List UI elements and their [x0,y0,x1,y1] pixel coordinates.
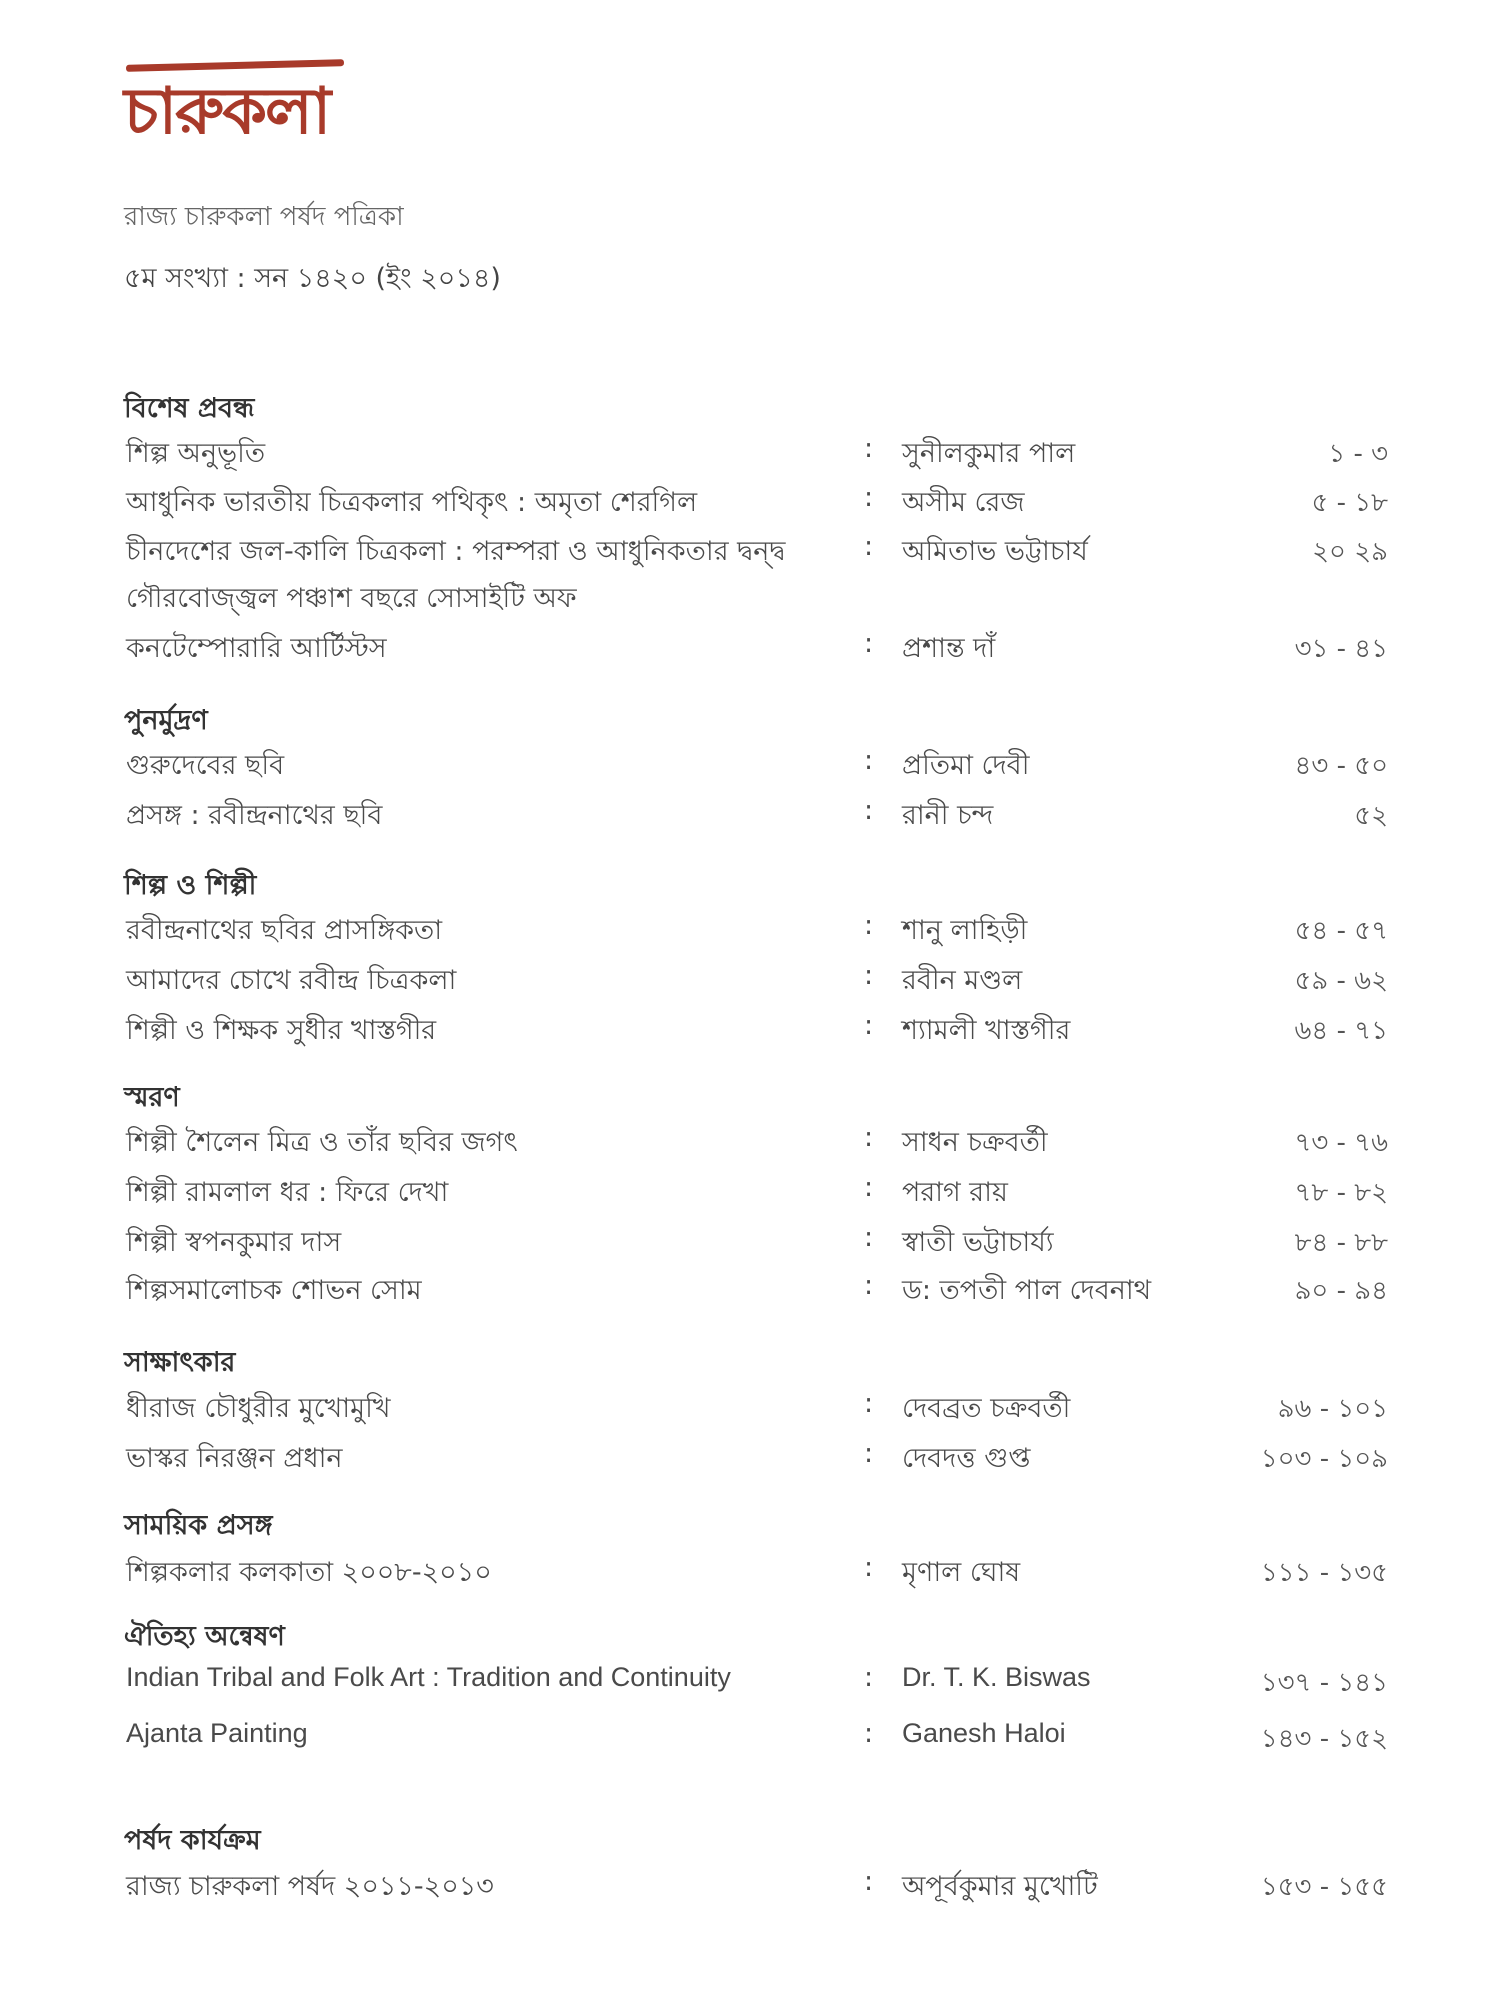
entry-author: Dr. T. K. Biswas [902,1662,1091,1692]
toc-entry [0,795,1500,839]
entry-title: শিল্পী স্বপনকুমার দাস [126,1227,342,1258]
entry-author: শানু লাহিড়ী [902,915,1028,946]
entry-pages: ১৫৩ - ১৫৫ [1260,1872,1388,1902]
entry-title: ধীরাজ চৌধুরীর মুখোমুখি [126,1393,391,1424]
toc-entry [0,745,1500,789]
toc-entry [0,1662,1500,1706]
entry-separator: : [864,1438,874,1469]
entry-title: ভাস্কর নিরঞ্জন প্রধান [126,1443,343,1474]
entry-title: আধুনিক ভারতীয় চিত্রকলার পথিকৃৎ : অমৃতা শেরগিল [126,487,698,518]
entry-title: শিল্পী শৈলেন মিত্র ও তাঁর ছবির জগৎ [126,1127,518,1158]
entry-separator: : [864,531,874,562]
entry-separator: : [864,1122,874,1153]
entry-title: শিল্পী রামলাল ধর : ফিরে দেখা [126,1177,449,1208]
entry-author: দেবব্রত চক্রবর্তী [902,1393,1071,1424]
entry-author: প্রতিমা দেবী [902,750,1030,781]
entry-separator: : [864,795,874,826]
issue-line: ৫ম সংখ্যা : সন ১৪২০ (ইং ২০১৪) [124,263,501,294]
entry-title: গুরুদেবের ছবি [126,750,285,781]
section-heading: পুনর্মুদ্রণ [124,705,208,736]
entry-author: রানী চন্দ [902,800,994,831]
entry-pages: ১৪৩ - ১৫২ [1260,1724,1388,1754]
section-heading: সাক্ষাৎকার [124,1347,236,1378]
entry-separator: : [864,1662,874,1693]
toc-entry [0,1222,1500,1266]
entry-separator: : [864,1552,874,1583]
entry-author: সুনীলকুমার পাল [902,438,1076,469]
entry-title: প্রসঙ্গ : রবীন্দ্রনাথের ছবি [126,800,383,831]
entry-separator: : [864,1172,874,1203]
entry-pages: ৫৯ - ৬২ [1294,966,1388,996]
section-heading: ঐতিহ্য অন্বেষণ [124,1621,285,1652]
entry-separator: : [864,960,874,991]
entry-title: শিল্প অনুভূতি [126,438,266,469]
entry-title: গৌরবোজ্জ্বল পঞ্চাশ বছরে সোসাইটি অফ [126,583,577,614]
entry-pages: ৫৪ - ৫৭ [1294,916,1388,946]
entry-pages: ৪৩ - ৫০ [1294,751,1388,781]
entry-pages: ১১১ - ১৩৫ [1260,1558,1388,1588]
entry-title: Ajanta Painting [126,1718,308,1748]
entry-author: প্রশান্ত দাঁ [902,633,996,664]
entry-author: দেবদত্ত গুপ্ত [902,1443,1031,1474]
section-heading: সাময়িক প্রসঙ্গ [124,1510,273,1541]
toc-entry [0,1718,1500,1762]
entry-separator: : [864,433,874,464]
section-heading: বিশেষ প্রবন্ধ [124,393,255,424]
entry-pages: ৯০ - ৯৪ [1294,1276,1388,1306]
publication-subtitle: রাজ্য চারুকলা পর্ষদ পত্রিকা [124,202,404,232]
entry-pages: ৫ - ১৮ [1311,488,1388,518]
toc-entry [0,628,1500,672]
entry-separator: : [864,1866,874,1897]
entry-title: Indian Tribal and Folk Art : Tradition and Continuity [126,1662,731,1692]
entry-pages: ৭৩ - ৭৬ [1294,1128,1388,1158]
entry-title: শিল্পসমালোচক শোভন সোম [126,1275,422,1306]
entry-author: পরাগ রায় [902,1177,1008,1208]
entry-pages: ১০৩ - ১০৯ [1260,1444,1388,1474]
entry-title: কনটেম্পোরারি আর্টিস্টস [126,633,387,664]
toc-entry [0,1438,1500,1482]
toc-entry [0,1552,1500,1596]
entry-pages: ৫২ [1354,801,1388,831]
entry-pages: ৭৮ - ৮২ [1294,1178,1388,1208]
entry-author: শ্যামলী খাস্তগীর [902,1015,1071,1046]
toc-entry [0,531,1500,575]
entry-author: অপূর্বকুমার মুখোটি [902,1871,1098,1902]
entry-pages: ২০ ২৯ [1312,537,1388,567]
toc-entry [0,960,1500,1004]
entry-title: আমাদের চোখে রবীন্দ্র চিত্রকলা [126,965,457,996]
entry-separator: : [864,910,874,941]
entry-separator: : [864,1718,874,1749]
entry-pages: ৮৪ - ৮৮ [1294,1228,1388,1258]
section-heading: শিল্প ও শিল্পী [124,870,257,901]
entry-pages: ৩১ - ৪১ [1294,634,1388,664]
entry-separator: : [864,1388,874,1419]
toc-entry [0,1172,1500,1216]
toc-entry [0,482,1500,526]
entry-separator: : [864,482,874,513]
entry-separator: : [864,1270,874,1301]
entry-title: শিল্পকলার কলকাতা ২০০৮-২০১০ [126,1557,492,1588]
entry-title: চীনদেশের জল-কালি চিত্রকলা : পরম্পরা ও আধুনিকতার দ্বন্দ্ব [126,536,786,567]
entry-pages: ১৩৭ - ১৪১ [1260,1668,1388,1698]
entry-author: অমিতাভ ভট্টাচার্য [902,536,1088,567]
toc-entry [0,578,1500,622]
toc-entry [0,1388,1500,1432]
entry-separator: : [864,1222,874,1253]
toc-entry [0,1122,1500,1166]
entry-author: Ganesh Haloi [902,1718,1066,1748]
toc-entry [0,433,1500,477]
entry-author: স্বাতী ভট্টাচার্য্য [902,1227,1054,1258]
toc-entry [0,1866,1500,1910]
entry-author: অসীম রেজ [902,487,1025,518]
entry-pages: ৯৬ - ১০১ [1277,1394,1388,1424]
entry-author: সাধন চক্রবর্তী [902,1127,1048,1158]
entry-separator: : [864,1010,874,1041]
entry-separator: : [864,745,874,776]
toc-entry [0,1270,1500,1314]
entry-title: রাজ্য চারুকলা পর্ষদ ২০১১-২০১৩ [126,1871,494,1902]
entry-pages: ১ - ৩ [1328,439,1388,469]
section-heading: পর্ষদ কার্যক্রম [124,1825,261,1856]
entry-author: মৃণাল ঘোষ [902,1557,1021,1588]
toc-entry [0,910,1500,954]
entry-author: ড: তপতী পাল দেবনাথ [902,1275,1152,1306]
entry-pages: ৬৪ - ৭১ [1294,1016,1388,1046]
entry-separator: : [864,628,874,659]
entry-title: রবীন্দ্রনাথের ছবির প্রাসঙ্গিকতা [126,915,443,946]
logo-wordmark: চারুকলা [124,74,330,149]
entry-title: শিল্পী ও শিক্ষক সুধীর খাস্তগীর [126,1015,437,1046]
section-heading: স্মরণ [124,1082,180,1113]
toc-entry [0,1010,1500,1054]
entry-author: রবীন মণ্ডল [902,965,1023,996]
